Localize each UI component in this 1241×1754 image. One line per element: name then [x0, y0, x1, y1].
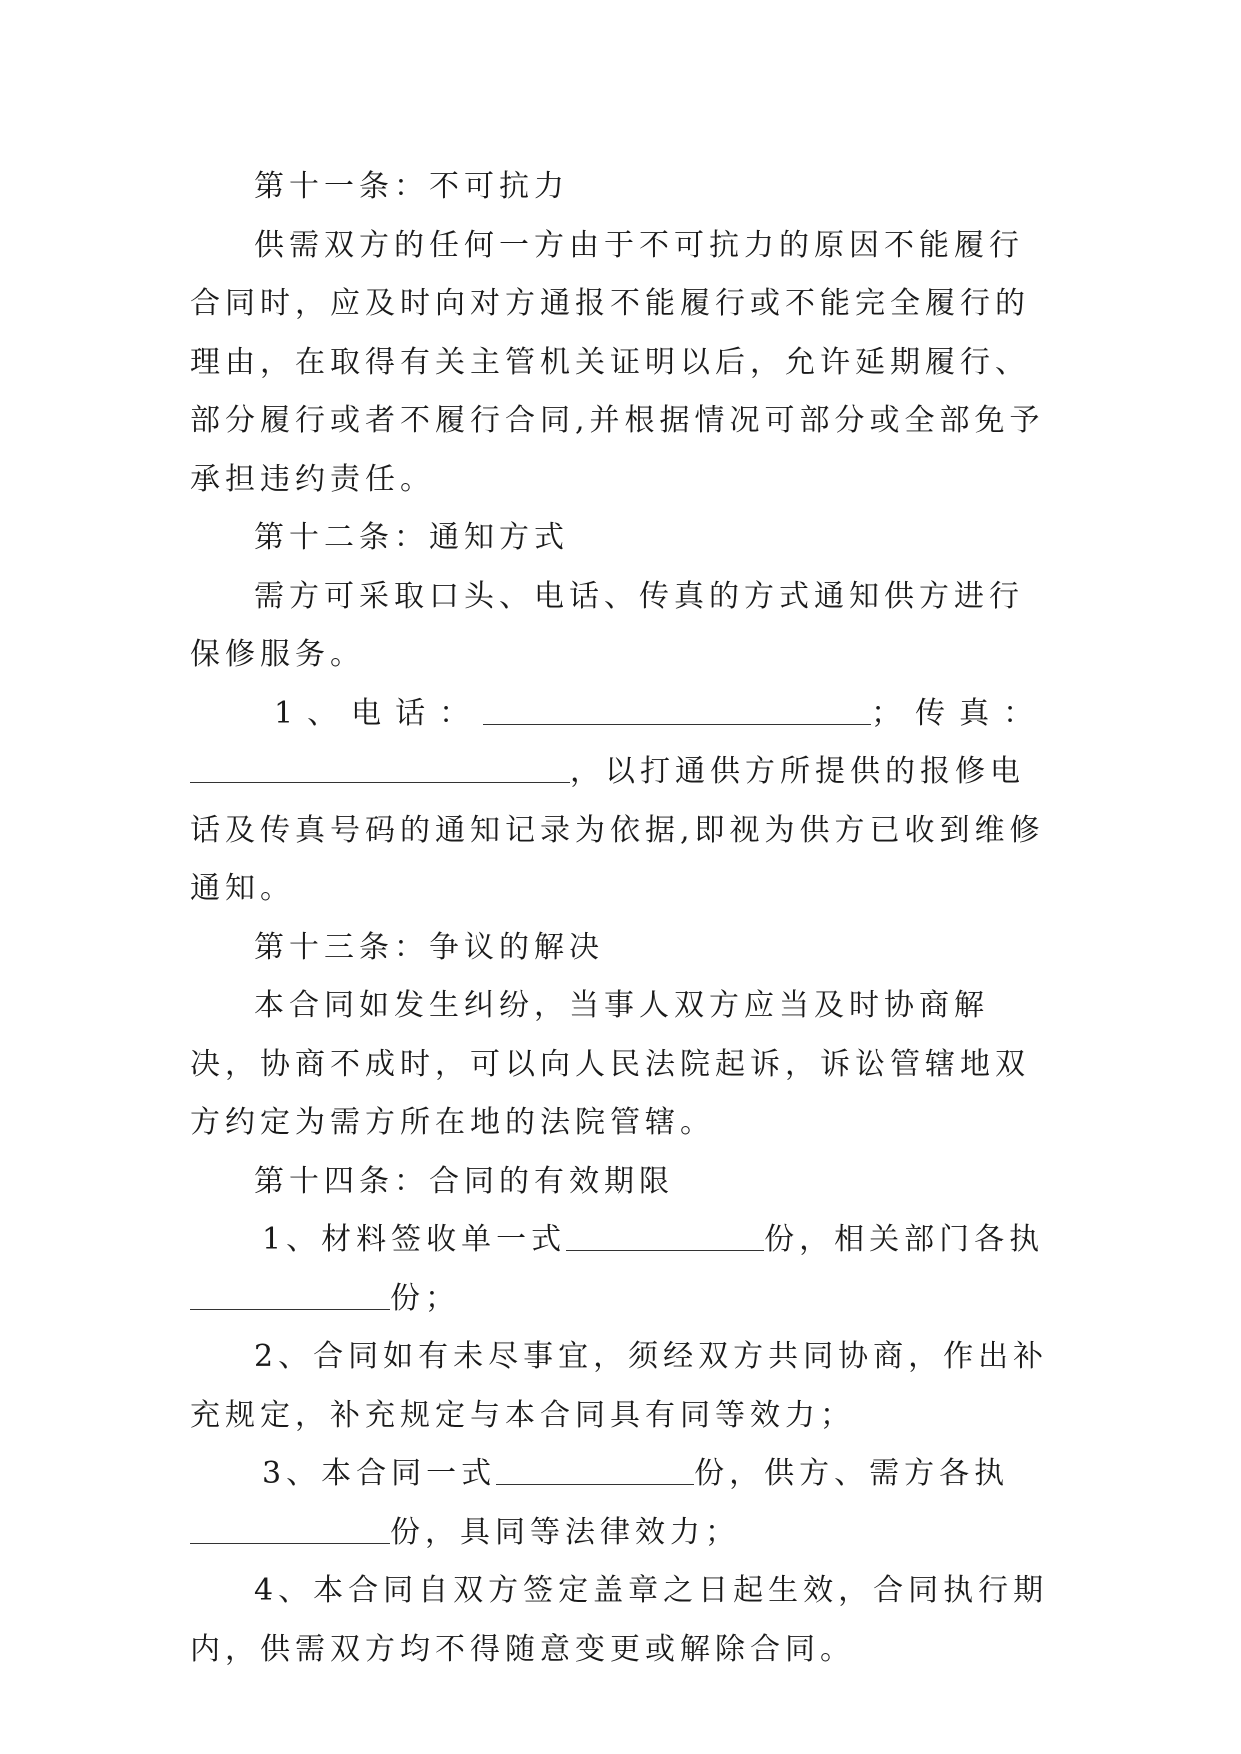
article-11-title: 第十一条：不可抗力	[254, 169, 569, 204]
phone-blank	[483, 723, 871, 725]
article-13-title: 第十三条：争议的解决	[254, 929, 604, 965]
party-copies-blank	[190, 1542, 390, 1544]
item-3-text-a: 3、本合同一式	[262, 1456, 497, 1491]
copies-blank	[566, 1249, 764, 1251]
article-14-title: 第十四条：合同的有效期限	[254, 1163, 674, 1199]
item-1-text-a: 1、材料签收单一式	[262, 1222, 567, 1257]
article-14-item-3	[190, 1445, 1055, 1562]
item-3-text-c: 份，具同等法律效力；	[390, 1514, 740, 1550]
department-copies-blank	[190, 1308, 390, 1310]
item-3-text-b: 份，供方、需方各执	[694, 1456, 1010, 1491]
article-14-item-4: 4、本合同自双方签定盖章之日起生效，合同执行期内，供需双方均不得随意变更或解除合同。	[190, 1573, 1049, 1667]
article-11-body: 供需双方的任何一方由于不可抗力的原因不能履行合同时，应及时向对方通报不能履行或不能完全履行的理由，在取得有关主管机关证明以后，允许延期履行、部分履行或者不履行合同,并根据情况可部分或全部免予承担违约责任。	[190, 227, 1045, 497]
article-14-item-2: 2、合同如有未尽事宜，须经双方共同协商，作出补充规定，补充规定与本合同具有同等效力；	[190, 1339, 1049, 1433]
fax-blank	[190, 781, 570, 783]
article-12-body: 需方可采取口头、电话、传真的方式通知供方进行保修服务。	[190, 578, 1024, 672]
phone-label: 1、电话：	[274, 695, 484, 731]
article-12-item-1	[190, 685, 1055, 919]
notice-rule-text: ，以打通供方所提供的报修电话及传真号码的通知记录为依据,即视为供方已收到维修通知。	[190, 754, 1045, 906]
item-1-text-b: 份，相关部门各执	[764, 1222, 1045, 1257]
fax-label: ；传真：	[871, 695, 1048, 731]
article-13-body: 本合同如发生纠纷，当事人双方应当及时协商解决，协商不成时，可以向人民法院起诉，诉讼管辖地双方约定为需方所在地的法院管辖。	[190, 988, 1030, 1140]
contract-copies-blank	[496, 1483, 694, 1485]
article-14-item-1	[190, 1211, 1055, 1328]
article-12-title: 第十二条：通知方式	[254, 520, 569, 555]
item-1-text-c: 份；	[390, 1280, 460, 1316]
document-body	[190, 158, 1055, 1679]
